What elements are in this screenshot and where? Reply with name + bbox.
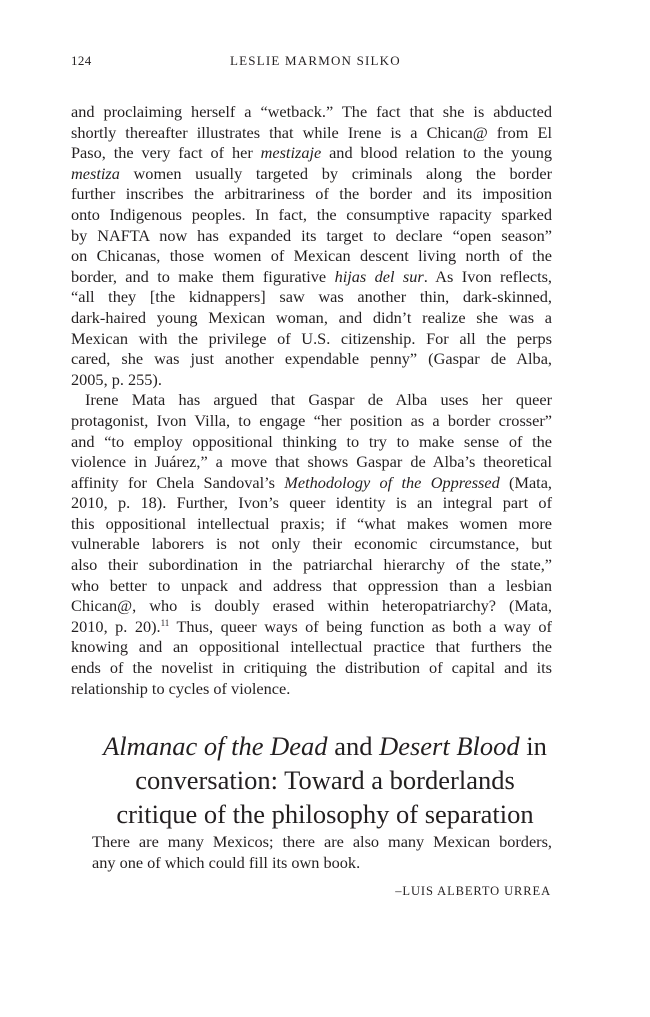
text-line <box>71 534 552 555</box>
italic-text: Almanac of the Dead <box>103 731 328 761</box>
text-run: Thus, queer ways of being function as both a way of <box>169 616 552 636</box>
text-line <box>71 432 552 453</box>
text-line <box>71 658 552 679</box>
paragraph <box>71 390 552 699</box>
text-line <box>71 679 552 700</box>
text-line <box>71 576 552 597</box>
text-line <box>71 287 552 308</box>
epigraph-line: any one of which could fill its own book. <box>92 852 361 872</box>
epigraph-attribution: –LUIS ALBERTO URREA <box>395 884 551 898</box>
text-run: Paso, the very fact of her <box>71 143 261 163</box>
text-run: 2010, p. 20). <box>71 616 161 636</box>
text-run: ends of the novelist in critiquing the distribution of capital and its <box>71 658 552 678</box>
text-line <box>71 617 552 638</box>
text-run: and blood relation to the young <box>321 143 552 163</box>
text-run: and <box>327 731 380 761</box>
text-run: conversation: Toward a borderlands <box>135 765 515 795</box>
text-run: by NAFTA now has expanded its target to declare “open season” <box>71 225 552 245</box>
text-line <box>71 123 552 144</box>
text-line <box>71 596 552 617</box>
text-line <box>71 184 552 205</box>
text-run: also their subordination in the patriarchal hierarchy of the state,” <box>71 555 552 575</box>
text-line <box>71 102 552 123</box>
text-line <box>71 411 552 432</box>
text-line <box>71 267 552 288</box>
text-run: affinity for Chela Sandoval’s <box>71 472 285 492</box>
italic-text: Methodology of the Oppressed <box>284 472 500 492</box>
text-run: dark-haired young Mexican woman, and didn’t realize she was a <box>71 307 552 327</box>
text-line <box>71 370 552 391</box>
text-line <box>71 514 552 535</box>
footnote-marker: 11 <box>160 617 170 628</box>
text-run: on Chicanas, those women of Mexican descent living north of the <box>71 246 552 266</box>
text-run: this oppositional intellectual praxis; if “what makes women more <box>71 513 552 533</box>
text-line <box>71 473 552 494</box>
italic-text: hijas del sur <box>334 266 424 286</box>
text-run: 2005, p. 255). <box>71 369 162 389</box>
paragraph <box>71 102 552 390</box>
text-run: cared, she was just another expendable penny” (Gaspar de Alba, <box>71 349 552 369</box>
page-number: 124 <box>71 53 92 68</box>
heading-line <box>60 797 590 831</box>
text-line <box>71 452 552 473</box>
text-run: and proclaiming herself a “wetback.” The fact that she is abducted <box>71 102 552 121</box>
text-line <box>71 555 552 576</box>
text-run: vulnerable laborers is not only their economic circumstance, but <box>71 534 552 554</box>
text-run: and “to employ oppositional thinking to try to make sense of the <box>71 431 552 451</box>
epigraph-line: There are many Mexicos; there are also many Mexican borders, <box>92 832 552 851</box>
text-run: knowing and an oppositional intellectual practice that furthers the <box>71 637 552 657</box>
text-run: Chican@, who is doubly erased within heteropatriarchy? (Mata, <box>71 596 552 616</box>
text-run: critique of the philosophy of separation <box>116 799 534 829</box>
text-run: who better to unpack and address that oppression than a lesbian <box>71 575 552 595</box>
text-line <box>71 246 552 267</box>
text-line <box>71 493 552 514</box>
text-line <box>71 143 552 164</box>
running-head-author: LESLIE MARMON SILKO <box>230 53 401 68</box>
running-head <box>71 53 551 71</box>
text-run: shortly thereafter illustrates that while Irene is a Chican@ from El <box>71 122 552 142</box>
italic-text: Desert Blood <box>379 731 520 761</box>
text-line <box>71 349 552 370</box>
text-line <box>71 308 552 329</box>
text-line <box>71 205 552 226</box>
text-run: in <box>519 731 547 761</box>
body-text <box>71 102 552 699</box>
text-line <box>71 329 552 350</box>
text-run: 2010, p. 18). Further, Ivon’s queer identity is an integral part of <box>71 493 552 513</box>
text-run: onto Indigenous peoples. In fact, the consumptive rapacity sparked <box>71 204 552 224</box>
text-run: (Mata, <box>499 472 552 492</box>
text-run: relationship to cycles of violence. <box>71 678 291 698</box>
heading-line <box>60 729 590 763</box>
text-run: Irene Mata has argued that Gaspar de Alba uses her queer <box>85 390 552 410</box>
heading-line <box>60 763 590 797</box>
text-line <box>71 637 552 658</box>
text-line <box>71 226 552 247</box>
italic-text: mestizaje <box>260 143 322 163</box>
text-run: border, and to make them figurative <box>71 266 335 286</box>
text-line <box>71 390 552 411</box>
text-run: violence in Juárez,” a move that shows Gaspar de Alba’s theoretical <box>71 452 552 472</box>
text-run: . As Ivon reflects, <box>423 266 553 286</box>
italic-text: mestiza <box>71 163 120 183</box>
epigraph <box>92 832 552 873</box>
text-run: Mexican with the privilege of U.S. citizenship. For all the perps <box>71 328 552 348</box>
section-heading <box>60 729 590 831</box>
text-run: women usually targeted by criminals along the border <box>119 163 552 183</box>
text-run: “all they [the kidnappers] saw was another thin, dark-skinned, <box>71 287 552 307</box>
text-run: protagonist, Ivon Villa, to engage “her position as a border crosser” <box>71 410 552 430</box>
text-run: further inscribes the arbitrariness of the border and its imposition <box>71 184 552 204</box>
text-line <box>71 164 552 185</box>
